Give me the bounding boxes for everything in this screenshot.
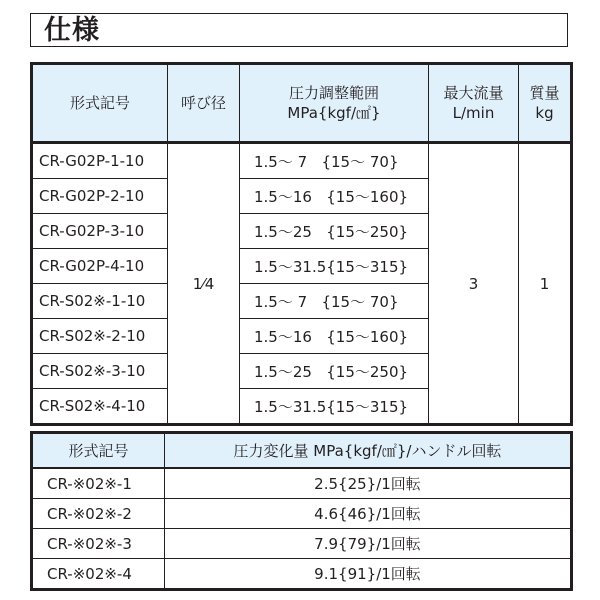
section-title-box bbox=[30, 13, 568, 47]
nominal-size-cell: 1⁄4 bbox=[168, 143, 240, 425]
spec-table bbox=[30, 62, 573, 426]
model-cell: CR-G02P-2-10 bbox=[32, 179, 168, 214]
section-title: 仕様 bbox=[44, 15, 100, 46]
pressure-range-cell: 1.5～25 {15～250} bbox=[240, 214, 429, 249]
pressure-change-cell: 9.1{91}/1回転 bbox=[165, 559, 572, 590]
header-mass bbox=[519, 64, 572, 143]
model-cell: CR-G02P-4-10 bbox=[32, 249, 168, 284]
pressure-change-cell: 7.9{79}/1回転 bbox=[165, 529, 572, 559]
header-mass-line2: kg bbox=[535, 104, 554, 122]
header-max-flow-line2: L/min bbox=[452, 104, 495, 122]
table-row bbox=[32, 529, 572, 559]
header-mass-line1: 質量 bbox=[529, 84, 560, 102]
header-pressure-range-line2: MPa{kgf/㎠} bbox=[287, 104, 381, 122]
model-cell: CR-※02※-2 bbox=[32, 499, 165, 529]
pressure-range-cell: 1.5～ 7 {15～ 70} bbox=[240, 143, 429, 179]
spec-table-header-row bbox=[32, 64, 572, 143]
max-flow-cell: 3 bbox=[429, 143, 519, 425]
header-pressure-range-line1: 圧力調整範囲 bbox=[288, 84, 379, 102]
model-cell: CR-S02※-4-10 bbox=[32, 389, 168, 425]
header-max-flow-line1: 最大流量 bbox=[443, 84, 504, 102]
pressure-range-cell: 1.5～16 {15～160} bbox=[240, 179, 429, 214]
model-cell: CR-S02※-3-10 bbox=[32, 354, 168, 389]
model-cell: CR-S02※-1-10 bbox=[32, 284, 168, 319]
table-row bbox=[32, 559, 572, 590]
pressure-range-cell: 1.5～25 {15～250} bbox=[240, 354, 429, 389]
change-table-header-row bbox=[32, 433, 572, 469]
pressure-range-cell: 1.5～ 7 {15～ 70} bbox=[240, 284, 429, 319]
pressure-change-cell: 4.6{46}/1回転 bbox=[165, 499, 572, 529]
model-cell: CR-※02※-3 bbox=[32, 529, 165, 559]
header-model: 形式記号 bbox=[32, 64, 168, 143]
model-cell: CR-G02P-3-10 bbox=[32, 214, 168, 249]
header-pressure-change: 圧力変化量 MPa{kgf/㎠}/ハンドル回転 bbox=[165, 433, 572, 469]
model-cell: CR-※02※-4 bbox=[32, 559, 165, 590]
model-cell: CR-※02※-1 bbox=[32, 468, 165, 499]
header-model: 形式記号 bbox=[32, 433, 165, 469]
table-row bbox=[32, 143, 572, 179]
pressure-change-cell: 2.5{25}/1回転 bbox=[165, 468, 572, 499]
mass-cell: 1 bbox=[519, 143, 572, 425]
table-row bbox=[32, 499, 572, 529]
model-cell: CR-G02P-1-10 bbox=[32, 143, 168, 179]
pressure-range-cell: 1.5～31.5{15～315} bbox=[240, 389, 429, 425]
header-pressure-range bbox=[240, 64, 429, 143]
pressure-range-cell: 1.5～31.5{15～315} bbox=[240, 249, 429, 284]
pressure-range-cell: 1.5～16 {15～160} bbox=[240, 319, 429, 354]
table-row bbox=[32, 468, 572, 499]
pressure-change-table bbox=[30, 431, 573, 591]
header-max-flow bbox=[429, 64, 519, 143]
header-nominal-size: 呼び径 bbox=[168, 64, 240, 143]
model-cell: CR-S02※-2-10 bbox=[32, 319, 168, 354]
